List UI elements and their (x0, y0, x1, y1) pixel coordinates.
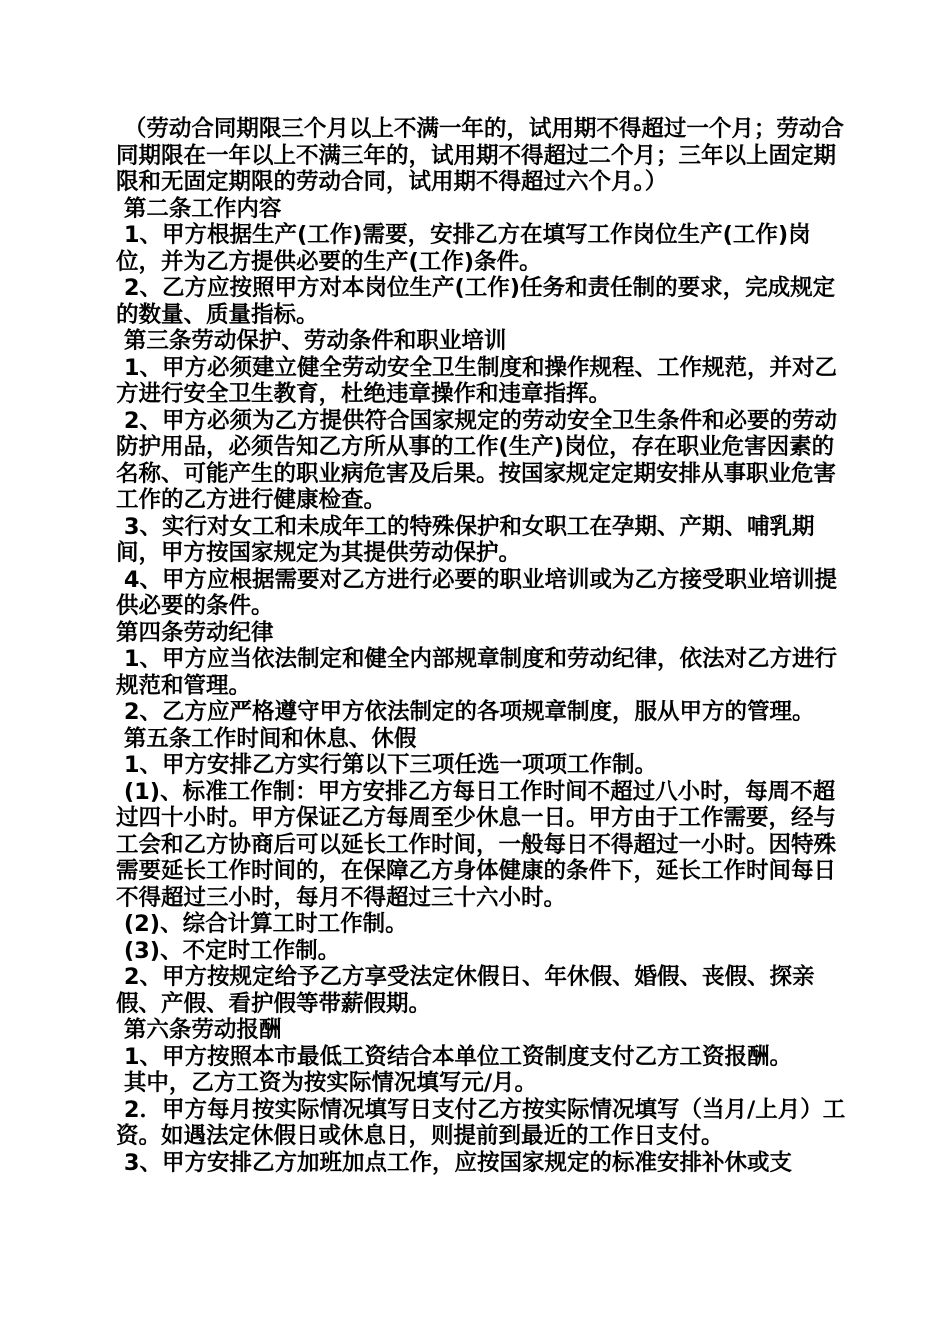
paragraph: 3、实行对女工和未成年工的特殊保护和女职工在孕期、产期、哺乳期间，甲方按国家规定为其提供劳动保护。 (116, 513, 815, 566)
paragraph: 1、甲方应当依法制定和健全内部规章制度和劳动纪律，依法对乙方进行规范和管理。 (116, 646, 838, 699)
paragraph: 1、甲方必须建立健全劳动安全卫生制度和操作规程、工作规范，并对乙方进行安全卫生教育，杜绝违章操作和违章指挥。 (116, 354, 838, 407)
paragraph: (1)、标准工作制：甲方安排乙方每日工作时间不超过八小时，每周不超过四十小时。甲方保证乙方每周至少休息一日。甲方由于工作需要，经与工会和乙方协商后可以延长工作时间，一般每日不得超过一小时。因特殊需要延长工作时间的，在保障乙方身体健康的条件下，延长工作时间每日不得超过三小时，每月不得超过三十六小时。 (116, 778, 837, 911)
paragraph: 2、甲方必须为乙方提供符合国家规定的劳动安全卫生条件和必要的劳动防护用品，必须告知乙方所从事的工作(生产)岗位，存在职业危害因素的名称、可能产生的职业病危害及后果。按国家规定定期安排从事职业危害工作的乙方进行健康检查。 (116, 407, 838, 513)
heading-article-2: 第二条工作内容 (116, 195, 282, 222)
document-page (116, 116, 846, 1176)
paragraph: 1、甲方根据生产(工作)需要，安排乙方在填写工作岗位生产(工作)岗位，并为乙方提供必要的生产(工作)条件。 (116, 222, 811, 275)
paragraph: 4、甲方应根据需要对乙方进行必要的职业培训或为乙方接受职业培训提供必要的条件。 (116, 566, 838, 619)
heading-article-6: 第六条劳动报酬 (116, 1017, 282, 1043)
paragraph: 2．甲方每月按实际情况填写日支付乙方按实际情况填写（当月/上月）工资。如遇法定休假日或休息日，则提前到最近的工作日支付。 (116, 1096, 846, 1149)
paragraph: 3、甲方安排乙方加班加点工作，应按国家规定的标准安排补休或支 (116, 1149, 793, 1176)
heading-article-3: 第三条劳动保护、劳动条件和职业培训 (116, 328, 507, 354)
paragraph-probation-note: （劳动合同期限三个月以上不满一年的，试用期不得超过一个月；劳动合同期限在一年以上不满三年的，试用期不得超过二个月；三年以上固定期限和无固定期限的劳动合同，试用期不得超过六个月。） (116, 116, 844, 195)
paragraph: 2、乙方应按照甲方对本岗位生产(工作)任务和责任制的要求，完成规定的数量、质量指标。 (116, 275, 836, 328)
paragraph: 2、甲方按规定给予乙方享受法定休假日、年休假、婚假、丧假、探亲假、产假、看护假等带薪假期。 (116, 964, 815, 1017)
paragraph: 1、甲方按照本市最低工资结合本单位工资制度支付乙方工资报酬。 (116, 1043, 793, 1070)
heading-article-4: 第四条劳动纪律 (116, 619, 274, 646)
paragraph: 2、乙方应严格遵守甲方依法制定的各项规章制度，服从甲方的管理。 (116, 699, 815, 725)
paragraph: (2)、综合计算工时工作制。 (116, 911, 408, 937)
paragraph: (3)、不定时工作制。 (116, 937, 341, 964)
paragraph: 1、甲方安排乙方实行第以下三项任选一项项工作制。 (116, 752, 658, 778)
heading-article-5: 第五条工作时间和休息、休假 (116, 725, 417, 752)
paragraph: 其中，乙方工资为按实际情况填写元/月。 (116, 1070, 538, 1096)
